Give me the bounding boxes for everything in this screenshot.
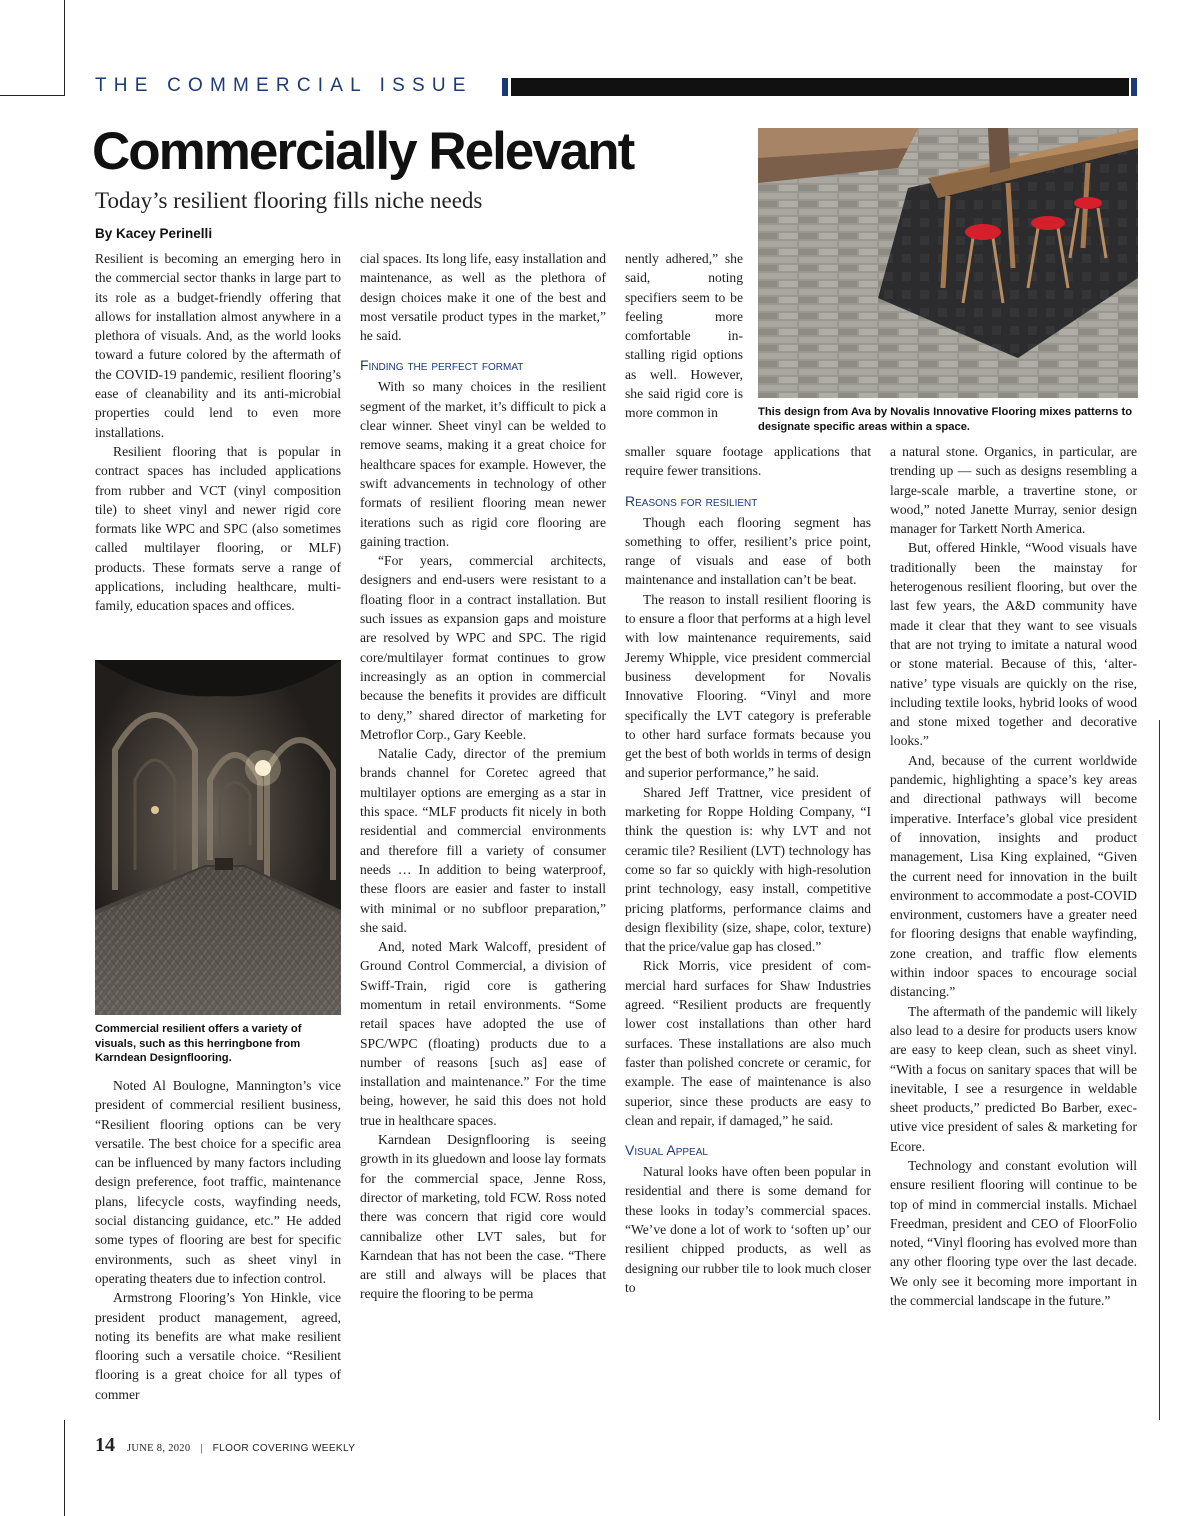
paragraph: “For years, commercial architects, designers and end-users were resistant to a floating floor in a contract installation. But such issues as expansion gaps and moisture are resolved by WPC and SPC. The rigid core/multilayer format continues to grow increasingly as an option in commercial because the benefits it provides are difficult to deny,” shared director of marketing for Metroflor Corp., Gary Keeble. [360, 553, 606, 742]
paragraph: smaller square footage applications that require fewer transitions. [625, 444, 871, 479]
paragraph: Armstrong Flooring’s Yon Hinkle, vice president product management, agreed, noting its benefits are what make resilient flooring such a versatile choice. “Resilient flooring is a great choice for all types of commer [95, 1290, 341, 1402]
column-1-bottom [95, 1076, 341, 1404]
publication-name: FLOOR COVERING WEEKLY [212, 1443, 356, 1454]
headline: Commercially Relevant [92, 122, 634, 181]
crop-mark-top [64, 0, 65, 96]
paragraph: nently adhered,” she said, noting specifiers seem to be feeling more comfortable installing rigid options as well. However, she said rigid core is more common in [625, 251, 743, 421]
cafe-floor-illustration [758, 128, 1138, 398]
paragraph: Technology and constant evolution will ensure resilient flooring will continue to be top of mind in commercial installs. Michael Freedman, president and CEO of FloorFolio noted, “Vinyl flooring has evolved more than any other flooring type over the last decade. We only see it becoming more important in the commercial landscape in the future.” [890, 1157, 1137, 1309]
paragraph: The reason to install resilient flooring is to ensure a floor that performs at a high level with low maintenance requirements, said Jeremy Whipple, vice president commercial business development for Novalis Innovative Flooring. “Vinyl and more specifically the LVT category is preferable to other hard surface formats because you get the best of both worlds in terms of design and superior performance,” he said. [625, 591, 871, 781]
cafe-floor-photo [758, 128, 1138, 398]
byline: By Kacey Perinelli [95, 226, 213, 241]
paragraph: Resilient is becoming an emerging hero in the commercial sector thanks in large part to its role as a budget-friendly offering that allows for installation almost anywhere in a plethora of visuals. And, as the world looks toward a future colored by the aftermath of the COVID-19 pandemic, resilient flooring’s ease of cleanability and its anti-microbial properties could lend to even more installations. [95, 251, 341, 440]
issue-date: JUNE 8, 2020 [127, 1443, 191, 1454]
paragraph: And, noted Mark Walcoff, president of Ground Control Commercial, a division of Swiff-Train, rigid core is gathering momentum in retail environments. “Some retail spaces have adopted the use of SPC/WPC (floating) products due to a number of reasons [such as] ease of installation and maintenance.” For the time being, however, he said this does not hold true in healthcare spaces. [360, 939, 606, 1128]
corridor-photo [95, 660, 341, 1015]
page-footer [95, 1432, 355, 1458]
page-number: 14 [95, 1434, 115, 1456]
paragraph: Natalie Cady, director of the premium brands channel for Coretec agreed that multilayer options are emerging as a star in this space. “MLF products fit nicely in both residential and commercial environments and therefore fill a variety of consumer needs … In addition to being waterproof, these floors are easier and faster to install with minimal or no subfloor preparation,” she said. [360, 746, 606, 935]
paragraph: Shared Jeff Trattner, vice president of marketing for Roppe Holding Company, “I think the question is: why LVT and not ceramic tile? Resilient (LVT) technology has come so far so quickly with high-resolution print technology, easy install, competitive pricing platforms, performance claims and design flexibility (size, shape, color, texture) that the price/value gap has closed.” [625, 784, 871, 955]
paragraph: With so many choices in the resilient segment of the market, it’s difficult to pick a clear winner. Sheet vinyl can be welded to remove seams, making it a great choice for healthcare spaces for example. However, the swift advancements in technology of other formats of resilient flooring mean newer iterations such as rigid core flooring are gaining traction. [360, 379, 606, 549]
subhead: Today’s resilient flooring fills niche needs [95, 188, 483, 213]
paragraph: Natural looks have often been popular in residential and there is some demand for these looks in today’s commercial spaces. “We’ve done a lot of work to ‘soften up’ our resilient chipped products, as well as designing our rubber tile to look much closer to [625, 1164, 871, 1295]
paragraph: cial spaces. Its long life, easy installation and maintenance, as well as the plethora of design choices make it one of the best and most versatile product types in the market,” he said. [360, 251, 606, 344]
footer-separator: | [200, 1442, 203, 1454]
paragraph: a natural stone. Organics, in particular, are trending up — such as designs resembling a large-scale marble, a travertine stone, or wood,” noted Janette Murray, senior design manager for Tarkett North America. [890, 444, 1137, 537]
column-3-top [625, 249, 743, 423]
paragraph: And, because of the current worldwide pandemic, highlighting a space’s key areas and directional pathways will become imperative. Interface’s global vice president of innovation, insights and product management, Lisa King explained, “Given the current need for innovation in the built environment to accommodate a post-COVID environment, customers have a greater need for flooring designs that enable wayfinding, zone creation, and traffic flow elements within indoor spaces to encourage social distancing.” [890, 752, 1137, 1000]
crop-mark-left [0, 95, 64, 96]
paragraph: But, offered Hinkle, “Wood visuals have traditionally been the mainstay for heterogenous resilient flooring, but over the last few years, the A&D community have made it clear that they want to see visuals that are not trying to imitate a natural wood or stone material. Because of this, ‘alternative’ type visuals are quickly on the rise, including textile looks, hybrid looks of wood and stone mixed together and decorative looks.” [890, 540, 1137, 749]
crop-mark-bottom [64, 1420, 65, 1516]
subheading-reasons: Reasons for resilient [625, 492, 758, 509]
section-bar-end [1131, 78, 1137, 96]
page-edge-rule [1159, 720, 1160, 1420]
column-3-bottom [625, 442, 871, 1297]
column-1-top [95, 249, 341, 616]
section-bar-accent [502, 78, 508, 96]
paragraph: Noted Al Boulogne, Mannington’s vice president of commercial resilient business, “Resilient flooring options can be very versatile. The best choice for a specific area can be influenced by many factors including design preference, foot traffic, maintenance plans, lifecycle costs, wayfinding needs, social distancing guidance, etc.” He added some types of flooring are best for specific environments, such as sheet vinyl in operating theaters due to infection control. [95, 1078, 341, 1286]
paragraph: Rick Morris, vice president of commercial hard surfaces for Shaw Industries agreed. “Resilient products are frequently lower cost installations than other hard surfaces. These installations are also much faster than polished concrete or ceramic, for example. The ease of maintenance is also superior, since these products are easy to clean and repair, if damaged,” he said. [625, 958, 871, 1128]
paragraph: Karndean Designflooring is seeing growth in its gluedown and loose lay formats for the commercial space, Jenne Ross, director of marketing, told FCW. Ross noted there was concern that rigid core would cannibalize other LVT sales, but for Karndean that has not been the case. “There are still and always will be places that require the flooring to be perma [360, 1132, 606, 1302]
corridor-illustration [95, 660, 341, 1015]
subheading-visual-appeal: Visual Appeal [625, 1142, 708, 1159]
column-2 [360, 249, 606, 1304]
section-bar [511, 78, 1129, 96]
subheading-finding-format: Finding the perfect format [360, 357, 524, 374]
photo-caption-cafe: This design from Ava by Novalis Innovative Flooring mixes patterns to designate specific areas within a space. [758, 406, 1133, 433]
column-4 [890, 442, 1137, 1310]
paragraph: Though each flooring segment has something to offer, resilient’s price point, range of visuals and ease of both maintenance and installation can’t be beat. [625, 514, 871, 588]
paragraph: Resilient flooring that is popular in contract spaces has included applications from rubber and VCT (vinyl composition tile) to sheet vinyl and newer rigid core formats like WPC and SPC (also sometimes called multilayer flooring, or MLF) products. These formats serve a range of applications, including healthcare, multifamily, education spaces and offices. [95, 443, 341, 614]
section-label: THE COMMERCIAL ISSUE [95, 75, 473, 96]
photo-caption-corridor: Commercial resilient offers a variety of visuals, such as this herringbone from Karndean Designflooring. [95, 1023, 302, 1065]
paragraph: The aftermath of the pandemic will likely also lead to a desire for products users know are easy to keep clean, such as sheet vinyl. “With a focus on sanitary spaces that will be inevitable, I see a resurgence in weldable sheet products,” predicted Bo Barber, executive vice president of sales & marketing for Ecore. [890, 1003, 1137, 1154]
